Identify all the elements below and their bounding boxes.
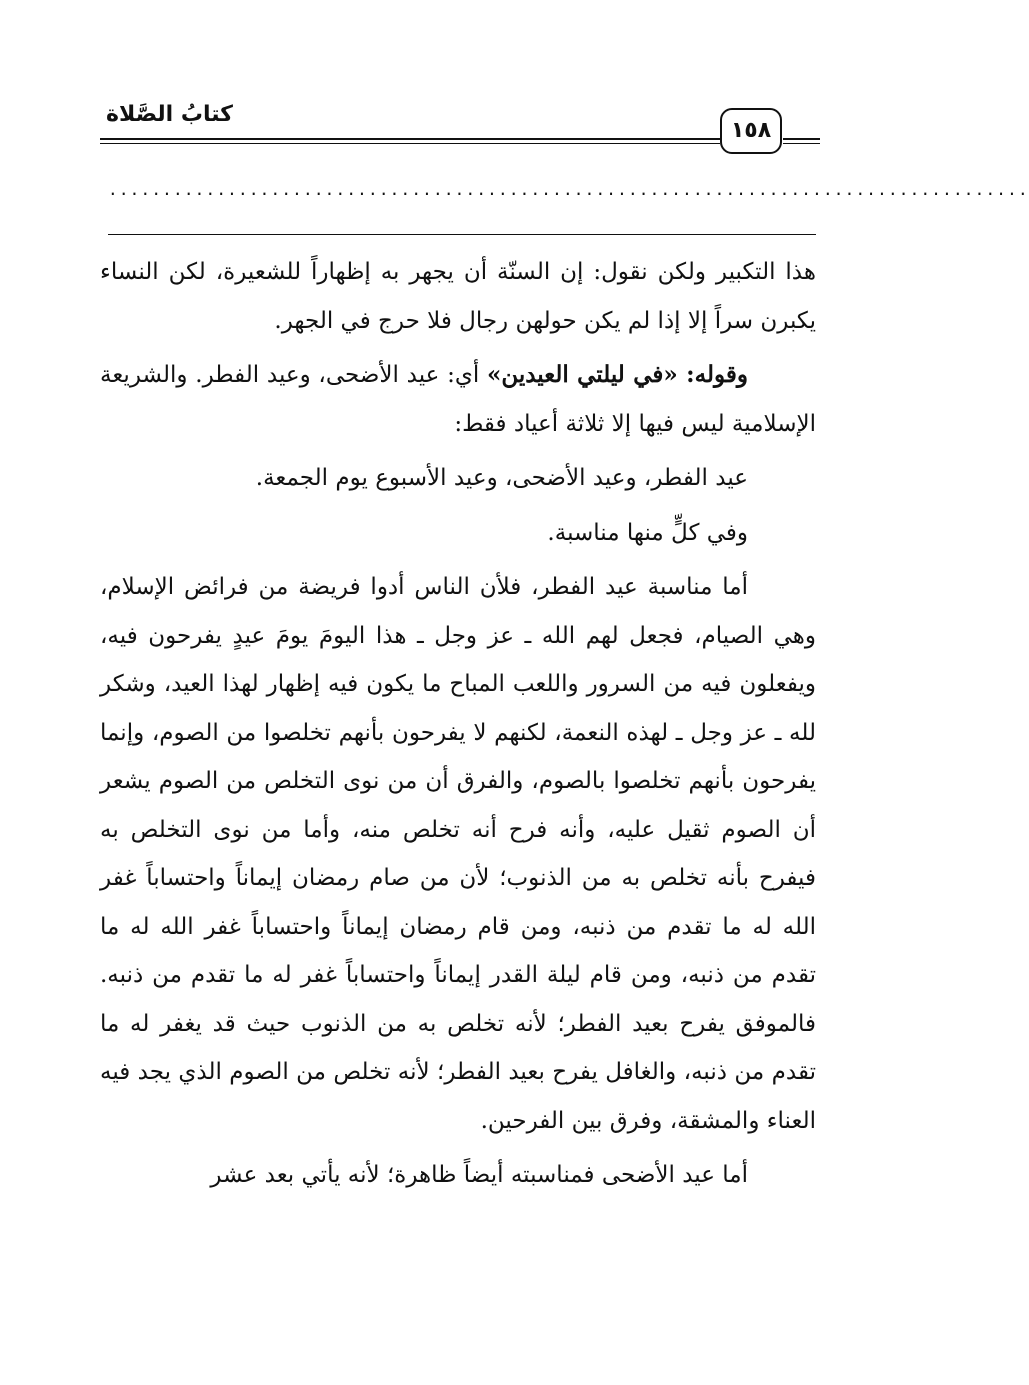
section-rule	[108, 234, 816, 235]
header-rule	[100, 138, 720, 140]
header-rule-right	[783, 138, 820, 140]
paragraph-4: وفي كلٍّ منها مناسبة.	[547, 519, 748, 546]
page-number: ١٥٨	[720, 108, 782, 154]
quoted-phrase: «في ليلتي العيدين»	[486, 361, 678, 388]
header-rule-right-thin	[783, 143, 820, 144]
paragraph-3: عيد الفطر، وعيد الأضحى، وعيد الأسبوع يوم الجمعة.	[255, 465, 748, 491]
paragraph-5: أما مناسبة عيد الفطر، فلأن الناس أدوا فريضة من فرائض الإسلام، وهي الصيام، فجعل لهم الله ـ عز وجل ـ هذا اليومَ يومَ عيدٍ يفرحون فيه، ويفعلون فيه من السرور واللعب المباح ما يكون فيه إظهار لهذا العيد، وشكر لله ـ عز وجل ـ لهذه النعمة، لكنهم لا يفرحون بأنهم تخلصوا من الصوم، وإنما يفرحون بأنهم تخلصوا بالصوم، والفرق أن من نوى التخلص من الصوم يشعر أن الصوم ثقيل عليه، وأنه فرح أنه تخلص منه، وأما من نوى التخلص به فيفرح بأنه تخلص به من الذنوب؛ لأن من صام رمضان إيماناً واحتساباً غفر الله له ما تقدم من ذنبه، ومن قام رمضان إيماناً واحتساباً غفر الله له ما تقدم من ذنبه، ومن قام ليلة القدر إيماناً واحتساباً غفر له ما تقدم من ذنبه. فالموفق يفرح بعيد الفطر؛ لأنه تخلص به من الذنوب حيث قد يغفر له ما تقدم من ذنبه، والغافل يفرح بعيد الفطر؛ لأنه تخلص من الصوم الذي يجد فيه العناء والمشقة، وفرق بين الفرحين.	[100, 574, 816, 1134]
paragraph-2-rest: أي: عيد الأضحى، وعيد الفطر. والشريعة الإسلامية ليس فيها إلا ثلاثة أعياد فقط:	[100, 362, 816, 437]
paragraph-2-lead: وقوله:	[677, 361, 748, 388]
running-title: كتابُ الصَّلاة	[106, 102, 233, 127]
page-header	[100, 100, 820, 160]
paragraph-1: هذا التكبير ولكن نقول: إن السنّة أن يجهر به إظهاراً للشعيرة، لكن النساء يكبرن سراً إلا إذا لم يكن حولهن رجال فلا حرج في الجهر.	[100, 259, 816, 334]
paragraph-2	[100, 351, 816, 448]
dotted-separator: .....................................................................................	[108, 180, 1029, 199]
paragraph-6: أما عيد الأضحى فمناسبته أيضاً ظاهرة؛ لأنه يأتي بعد عشر	[210, 1162, 748, 1188]
header-rule-thin	[100, 143, 720, 144]
body-text	[100, 248, 816, 1200]
